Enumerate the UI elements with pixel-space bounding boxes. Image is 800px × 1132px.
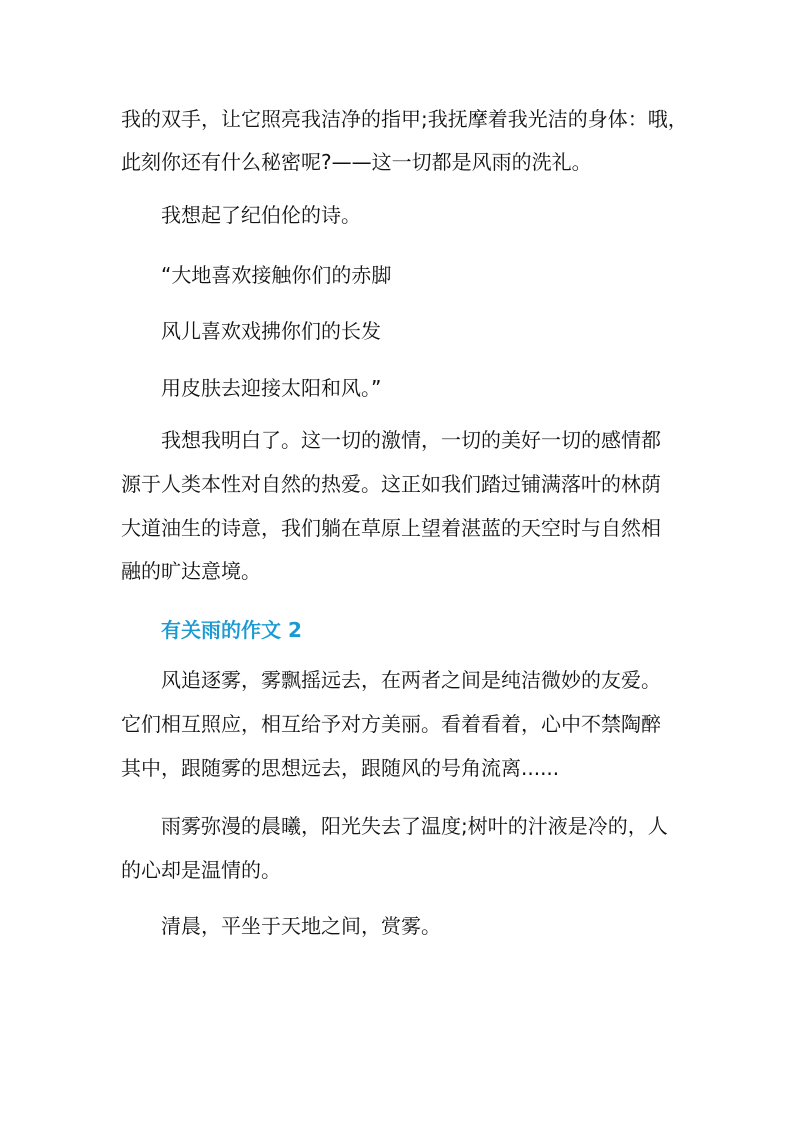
poem-line: 用皮肤去迎接太阳和风。”	[161, 376, 382, 400]
section-heading: 有关雨的作文 2	[161, 618, 302, 642]
text-line: 源于人类本性对自然的热爱。这正如我们踏过铺满落叶的林荫	[121, 472, 661, 496]
text-line: 雨雾弥漫的晨曦，阳光失去了温度;树叶的汁液是冷的，人	[161, 814, 668, 838]
text-line: 清晨，平坐于天地之间，赏雾。	[161, 914, 441, 938]
poem-line: 风儿喜欢戏拂你们的长发	[161, 319, 381, 343]
poem-line: “大地喜欢接触你们的赤脚	[161, 263, 392, 287]
text-line: 它们相互照应，相互给予对方美丽。看着看着，心中不禁陶醉	[121, 712, 661, 736]
text-line: 我想起了纪伯伦的诗。	[161, 203, 361, 227]
text-line: 此刻你还有什么秘密呢?——这一切都是风雨的洗礼。	[121, 150, 592, 174]
text-line: 的心却是温情的。	[121, 858, 281, 882]
text-line: 融的旷达意境。	[121, 559, 261, 583]
text-line: 风追逐雾，雾飘摇远去，在两者之间是纯洁微妙的友爱。	[161, 668, 661, 692]
text-line: 其中，跟随雾的思想远去，跟随风的号角流离......	[121, 756, 560, 780]
text-line: 我的双手，让它照亮我洁净的指甲;我抚摩着我光洁的身体：哦，	[121, 107, 688, 131]
text-line: 我想我明白了。这一切的激情，一切的美好一切的感情都	[161, 428, 661, 452]
text-line: 大道油生的诗意，我们躺在草原上望着湛蓝的天空时与自然相	[121, 516, 661, 540]
